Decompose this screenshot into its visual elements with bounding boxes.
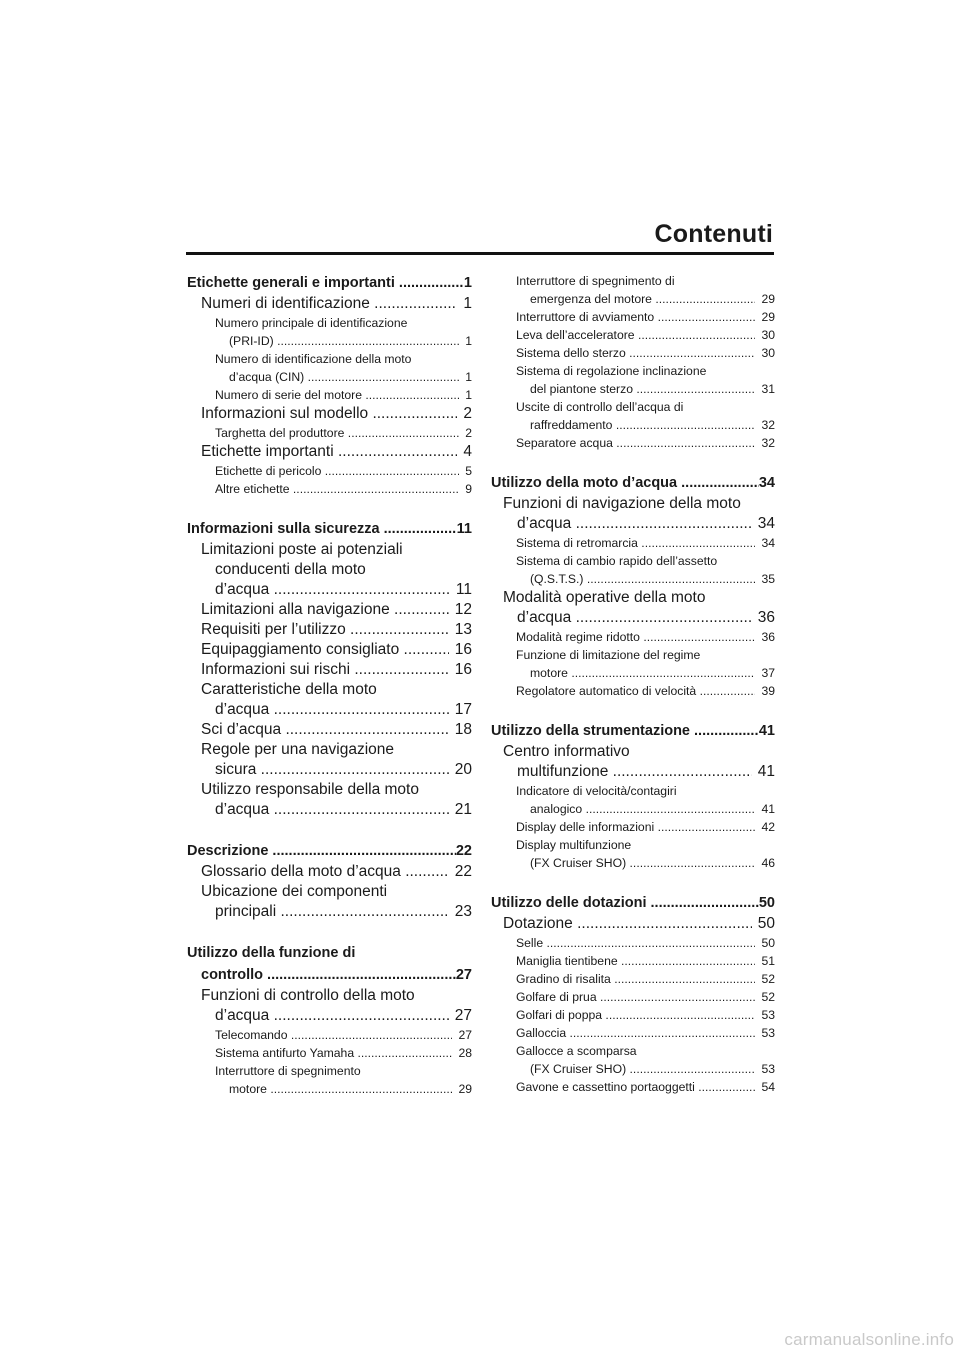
toc-entry-page-number: 1 bbox=[463, 275, 472, 291]
toc-entry-page-number: 53 bbox=[761, 1026, 775, 1040]
toc-entry-page-number: 13 bbox=[454, 621, 472, 638]
toc-entry-label: (FX Cruiser SHO) ..... bbox=[530, 854, 755, 872]
toc-entry-label: Descrizione ..... bbox=[187, 840, 456, 862]
toc-entry-title-line: Limitazioni poste ai potenziali bbox=[201, 541, 403, 558]
toc-entry-page-number: 27 bbox=[455, 967, 472, 983]
toc-entry-page-number: 27 bbox=[454, 1007, 472, 1024]
toc-entry-label: principali ..... bbox=[215, 902, 449, 922]
toc-entry-title-line: Modalità operative della moto bbox=[503, 589, 706, 606]
toc-entry-page-number: 29 bbox=[458, 1082, 472, 1096]
toc-entry[interactable] bbox=[491, 782, 775, 818]
toc-entry[interactable] bbox=[491, 472, 775, 494]
toc-entry-page-number: 34 bbox=[761, 536, 775, 550]
toc-entry[interactable] bbox=[491, 362, 775, 398]
toc-entry-page-number: 36 bbox=[757, 609, 775, 626]
toc-entry-page-number: 41 bbox=[758, 723, 775, 739]
page-title: Contenuti bbox=[654, 220, 773, 248]
toc-entry[interactable] bbox=[187, 720, 472, 740]
toc-entry-page-number: 37 bbox=[761, 666, 775, 680]
toc-entry-label: Sistema antifurto Yamaha ..... bbox=[215, 1044, 452, 1062]
toc-entry-page-number: 54 bbox=[761, 1080, 775, 1094]
toc-entry-label: Informazioni sulla sicurezza ..... bbox=[187, 518, 457, 540]
toc-entry-title-line: Display multifunzione bbox=[516, 838, 632, 852]
toc-entry-title-line: Caratteristiche della moto bbox=[201, 681, 377, 698]
toc-entry-label: Dotazione ..... bbox=[503, 914, 752, 934]
toc-entry[interactable] bbox=[187, 660, 472, 680]
toc-entry-page-number: 1 bbox=[463, 295, 472, 312]
toc-entry[interactable] bbox=[187, 1044, 472, 1062]
toc-entry[interactable] bbox=[187, 1026, 472, 1044]
toc-entry-title-line: Ubicazione dei componenti bbox=[201, 883, 388, 900]
toc-entry-label: (FX Cruiser SHO) ..... bbox=[530, 1060, 755, 1078]
toc-entry[interactable] bbox=[491, 1006, 775, 1024]
toc-entry[interactable] bbox=[187, 1062, 472, 1098]
toc-entry-page-number: 30 bbox=[761, 328, 775, 342]
toc-entry-page-number: 52 bbox=[761, 972, 775, 986]
toc-entry-page-number: 36 bbox=[761, 630, 775, 644]
toc-entry-label: Regolatore automatico di velocità ..... bbox=[516, 682, 755, 700]
toc-entry-page-number: 51 bbox=[761, 954, 775, 968]
toc-entry-label: Gradino di risalita ..... bbox=[516, 970, 755, 988]
toc-entry-label: Etichette importanti ..... bbox=[201, 442, 457, 462]
toc-entry-label: Separatore acqua ..... bbox=[516, 434, 755, 452]
toc-entry-page-number: 29 bbox=[761, 310, 775, 324]
toc-entry-page-number: 22 bbox=[455, 843, 472, 859]
toc-entry-label: d’acqua ..... bbox=[215, 1006, 449, 1026]
toc-entry-label: Altre etichette ..... bbox=[215, 480, 459, 498]
toc-entry[interactable] bbox=[491, 552, 775, 588]
toc-entry-page-number: 2 bbox=[463, 405, 472, 422]
toc-entry-page-number: 11 bbox=[456, 521, 472, 537]
toc-entry-label: Galloccia ..... bbox=[516, 1024, 755, 1042]
toc-entry[interactable] bbox=[491, 970, 775, 988]
toc-entry-title-line: Utilizzo responsabile della moto bbox=[201, 781, 419, 798]
toc-entry-label: emergenza del motore ..... bbox=[530, 290, 755, 308]
toc-entry[interactable] bbox=[491, 818, 775, 836]
toc-entry[interactable] bbox=[187, 882, 472, 922]
toc-entry-label: Telecomando ..... bbox=[215, 1026, 452, 1044]
toc-entry[interactable] bbox=[491, 326, 775, 344]
toc-entry-label: Utilizzo delle dotazioni ..... bbox=[491, 892, 759, 914]
toc-entry-page-number: 39 bbox=[761, 684, 775, 698]
toc-entry[interactable] bbox=[187, 386, 472, 404]
toc-entry[interactable] bbox=[187, 540, 472, 600]
toc-entry[interactable] bbox=[491, 588, 775, 628]
toc-entry-label: Sistema dello sterzo ..... bbox=[516, 344, 755, 362]
toc-entry[interactable] bbox=[491, 720, 775, 742]
toc-entry[interactable] bbox=[187, 272, 472, 294]
toc-entry-page-number: 16 bbox=[454, 661, 472, 678]
toc-entry[interactable] bbox=[491, 434, 775, 452]
toc-entry-label: Maniglia tientibene ..... bbox=[516, 952, 755, 970]
toc-entry-page-number: 9 bbox=[465, 482, 472, 496]
toc-entry[interactable] bbox=[491, 934, 775, 952]
toc-entry-label: (Q.S.T.S.) ..... bbox=[530, 570, 755, 588]
toc-entry-page-number: 16 bbox=[454, 641, 472, 658]
toc-entry[interactable] bbox=[491, 988, 775, 1006]
toc-entry-page-number: 20 bbox=[454, 761, 472, 778]
toc-entry-title-line: Funzioni di navigazione della moto bbox=[503, 495, 741, 512]
toc-entry-title-line: Interruttore di spegnimento di bbox=[516, 274, 675, 288]
toc-entry-label: d’acqua ..... bbox=[517, 608, 752, 628]
toc-entry-title-line: Regole per una navigazione bbox=[201, 741, 395, 758]
toc-entry-label: motore ..... bbox=[530, 664, 755, 682]
toc-entry[interactable] bbox=[187, 942, 472, 986]
toc-entry-title-line: Sistema di cambio rapido dell’assetto bbox=[516, 554, 718, 568]
watermark: carmanualsonline.info bbox=[784, 1330, 954, 1349]
toc-entry-page-number: 32 bbox=[761, 418, 775, 432]
toc-entry[interactable] bbox=[187, 840, 472, 862]
toc-entry-label: Leva dell’acceleratore ..... bbox=[516, 326, 755, 344]
toc-entry-label: Modalità regime ridotto ..... bbox=[516, 628, 755, 646]
toc-column-right bbox=[491, 272, 775, 1096]
toc-entry-label: Utilizzo della strumentazione ..... bbox=[491, 720, 759, 742]
toc-entry-label: d’acqua ..... bbox=[215, 700, 449, 720]
toc-entry-page-number: 50 bbox=[757, 915, 775, 932]
toc-entry-label: Display delle informazioni ..... bbox=[516, 818, 755, 836]
toc-entry[interactable] bbox=[187, 480, 472, 498]
toc-entry-label: analogico ..... bbox=[530, 800, 755, 818]
toc-entry-page-number: 21 bbox=[454, 801, 472, 818]
toc-entry[interactable] bbox=[491, 534, 775, 552]
toc-column-left bbox=[187, 272, 472, 1098]
toc-entry-page-number: 41 bbox=[757, 763, 775, 780]
toc-entry-title-line: Sistema di regolazione inclinazione bbox=[516, 364, 707, 378]
toc-entry-label: Utilizzo della moto d’acqua ..... bbox=[491, 472, 759, 494]
toc-entry-title-line: Uscite di controllo dell’acqua di bbox=[516, 400, 684, 414]
toc-entry-page-number: 53 bbox=[761, 1008, 775, 1022]
toc-entry[interactable] bbox=[491, 1078, 775, 1096]
toc-entry-label: Equipaggiamento consigliato ..... bbox=[201, 640, 449, 660]
toc-entry-label: Sci d’acqua ..... bbox=[201, 720, 449, 740]
toc-entry-label: d’acqua ..... bbox=[215, 800, 449, 820]
toc-entry-page-number: 32 bbox=[761, 436, 775, 450]
toc-entry[interactable] bbox=[491, 682, 775, 700]
toc-entry-label: multifunzione ..... bbox=[517, 762, 752, 782]
title-rule bbox=[186, 252, 774, 255]
toc-entry-page-number: 23 bbox=[454, 903, 472, 920]
toc-entry-label: Golfare di prua ..... bbox=[516, 988, 755, 1006]
toc-entry-page-number: 22 bbox=[454, 863, 472, 880]
toc-entry-label: Informazioni sui rischi ..... bbox=[201, 660, 449, 680]
toc-entry-page-number: 1 bbox=[465, 334, 472, 348]
toc-entry-page-number: 52 bbox=[761, 990, 775, 1004]
toc-entry-page-number: 35 bbox=[761, 572, 775, 586]
toc-entry-label: Etichette generali e importanti ..... bbox=[187, 272, 464, 294]
toc-entry-title-line: Utilizzo della funzione di bbox=[187, 945, 356, 961]
toc-entry[interactable] bbox=[187, 620, 472, 640]
toc-entry-label: motore ..... bbox=[229, 1080, 452, 1098]
toc-entry-title-line: Numero di identificazione della moto bbox=[215, 352, 412, 366]
toc-entry[interactable] bbox=[491, 836, 775, 872]
toc-entry[interactable] bbox=[491, 628, 775, 646]
toc-entry-page-number: 11 bbox=[455, 581, 472, 598]
toc-entry-title-line: Indicatore di velocità/contagiri bbox=[516, 784, 677, 798]
toc-entry-label: Limitazioni alla navigazione ..... bbox=[201, 600, 449, 620]
toc-entry-label: Selle ..... bbox=[516, 934, 755, 952]
toc-entry-page-number: 1 bbox=[465, 370, 472, 384]
toc-entry-label: (PRI-ID) ..... bbox=[229, 332, 459, 350]
toc-entry-title-line: Gallocce a scomparsa bbox=[516, 1044, 637, 1058]
toc-entry-title-line: Interruttore di spegnimento bbox=[215, 1064, 361, 1078]
toc-entry-page-number: 4 bbox=[463, 443, 472, 460]
toc-entry-label: controllo ..... bbox=[201, 964, 456, 986]
toc-entry-page-number: 1 bbox=[465, 388, 472, 402]
toc-entry-title-line: conducenti della moto bbox=[215, 561, 366, 578]
toc-entry-label: Golfari di poppa ..... bbox=[516, 1006, 755, 1024]
toc-entry-label: Sistema di retromarcia ..... bbox=[516, 534, 755, 552]
toc-entry[interactable] bbox=[187, 442, 472, 462]
toc-entry-page-number: 31 bbox=[761, 382, 775, 396]
toc-entry-label: Numeri di identificazione ..... bbox=[201, 294, 457, 314]
toc-entry-label: del piantone sterzo ..... bbox=[530, 380, 755, 398]
toc-entry[interactable] bbox=[491, 398, 775, 434]
toc-entry-page-number: 50 bbox=[761, 936, 775, 950]
toc-entry-page-number: 29 bbox=[761, 292, 775, 306]
toc-entry-label: d’acqua ..... bbox=[215, 580, 450, 600]
toc-entry-page-number: 46 bbox=[761, 856, 775, 870]
toc-entry-page-number: 2 bbox=[465, 426, 472, 440]
toc-entry-label: Informazioni sul modello ..... bbox=[201, 404, 457, 424]
toc-entry[interactable] bbox=[491, 344, 775, 362]
toc-entry[interactable] bbox=[187, 740, 472, 780]
toc-entry-page-number: 34 bbox=[758, 475, 775, 491]
toc-entry[interactable] bbox=[187, 350, 472, 386]
toc-entry-label: d’acqua ..... bbox=[517, 514, 752, 534]
toc-entry[interactable] bbox=[491, 952, 775, 970]
toc-entry-page-number: 53 bbox=[761, 1062, 775, 1076]
toc-entry-page-number: 17 bbox=[454, 701, 472, 718]
toc-entry-label: Interruttore di avviamento ..... bbox=[516, 308, 755, 326]
toc-entry[interactable] bbox=[187, 680, 472, 720]
toc-entry[interactable] bbox=[491, 892, 775, 914]
toc-entry[interactable] bbox=[187, 404, 472, 424]
toc-entry[interactable] bbox=[187, 462, 472, 480]
toc-entry-page-number: 27 bbox=[458, 1028, 472, 1042]
toc-entry[interactable] bbox=[187, 518, 472, 540]
toc-entry-page-number: 30 bbox=[761, 346, 775, 360]
toc-entry[interactable] bbox=[187, 600, 472, 620]
toc-entry-label: raffreddamento ..... bbox=[530, 416, 755, 434]
toc-entry-page-number: 41 bbox=[761, 802, 775, 816]
toc-entry-page-number: 34 bbox=[757, 515, 775, 532]
toc-entry[interactable] bbox=[187, 780, 472, 820]
toc-entry[interactable] bbox=[187, 294, 472, 314]
toc-entry-page-number: 50 bbox=[758, 895, 775, 911]
toc-entry-page-number: 12 bbox=[454, 601, 472, 618]
toc-entry[interactable] bbox=[491, 646, 775, 682]
toc-entry[interactable] bbox=[491, 1042, 775, 1078]
toc-entry-label: Numero di serie del motore ..... bbox=[215, 386, 459, 404]
toc-entry-title-line: Centro informativo bbox=[503, 743, 630, 760]
toc-entry-label: Gavone e cassettino portaoggetti ..... bbox=[516, 1078, 755, 1096]
toc-entry[interactable] bbox=[491, 494, 775, 534]
toc-entry-label: sicura ..... bbox=[215, 760, 449, 780]
toc-entry-label: Glossario della moto d’acqua ..... bbox=[201, 862, 449, 882]
toc-entry-label: d’acqua (CIN) ..... bbox=[229, 368, 459, 386]
toc-entry-title-line: Numero principale di identificazione bbox=[215, 316, 408, 330]
toc-entry-label: Requisiti per l’utilizzo ..... bbox=[201, 620, 449, 640]
toc-entry[interactable] bbox=[187, 314, 472, 350]
toc-entry[interactable] bbox=[187, 424, 472, 442]
toc-entry-page-number: 28 bbox=[458, 1046, 472, 1060]
toc-entry[interactable] bbox=[187, 986, 472, 1026]
toc-entry-label: Etichette di pericolo ..... bbox=[215, 462, 459, 480]
toc-entry[interactable] bbox=[491, 1024, 775, 1042]
toc-entry-page-number: 42 bbox=[761, 820, 775, 834]
toc-entry[interactable] bbox=[187, 862, 472, 882]
toc-entry-label: Targhetta del produttore ..... bbox=[215, 424, 459, 442]
toc-entry[interactable] bbox=[491, 742, 775, 782]
toc-entry[interactable] bbox=[491, 272, 775, 308]
toc-entry[interactable] bbox=[491, 308, 775, 326]
toc-entry-title-line: Funzione di limitazione del regime bbox=[516, 648, 701, 662]
toc-entry-page-number: 18 bbox=[454, 721, 472, 738]
toc-entry[interactable] bbox=[187, 640, 472, 660]
toc-entry-title-line: Funzioni di controllo della moto bbox=[201, 987, 415, 1004]
toc-entry[interactable] bbox=[491, 914, 775, 934]
toc-entry-page-number: 5 bbox=[465, 464, 472, 478]
